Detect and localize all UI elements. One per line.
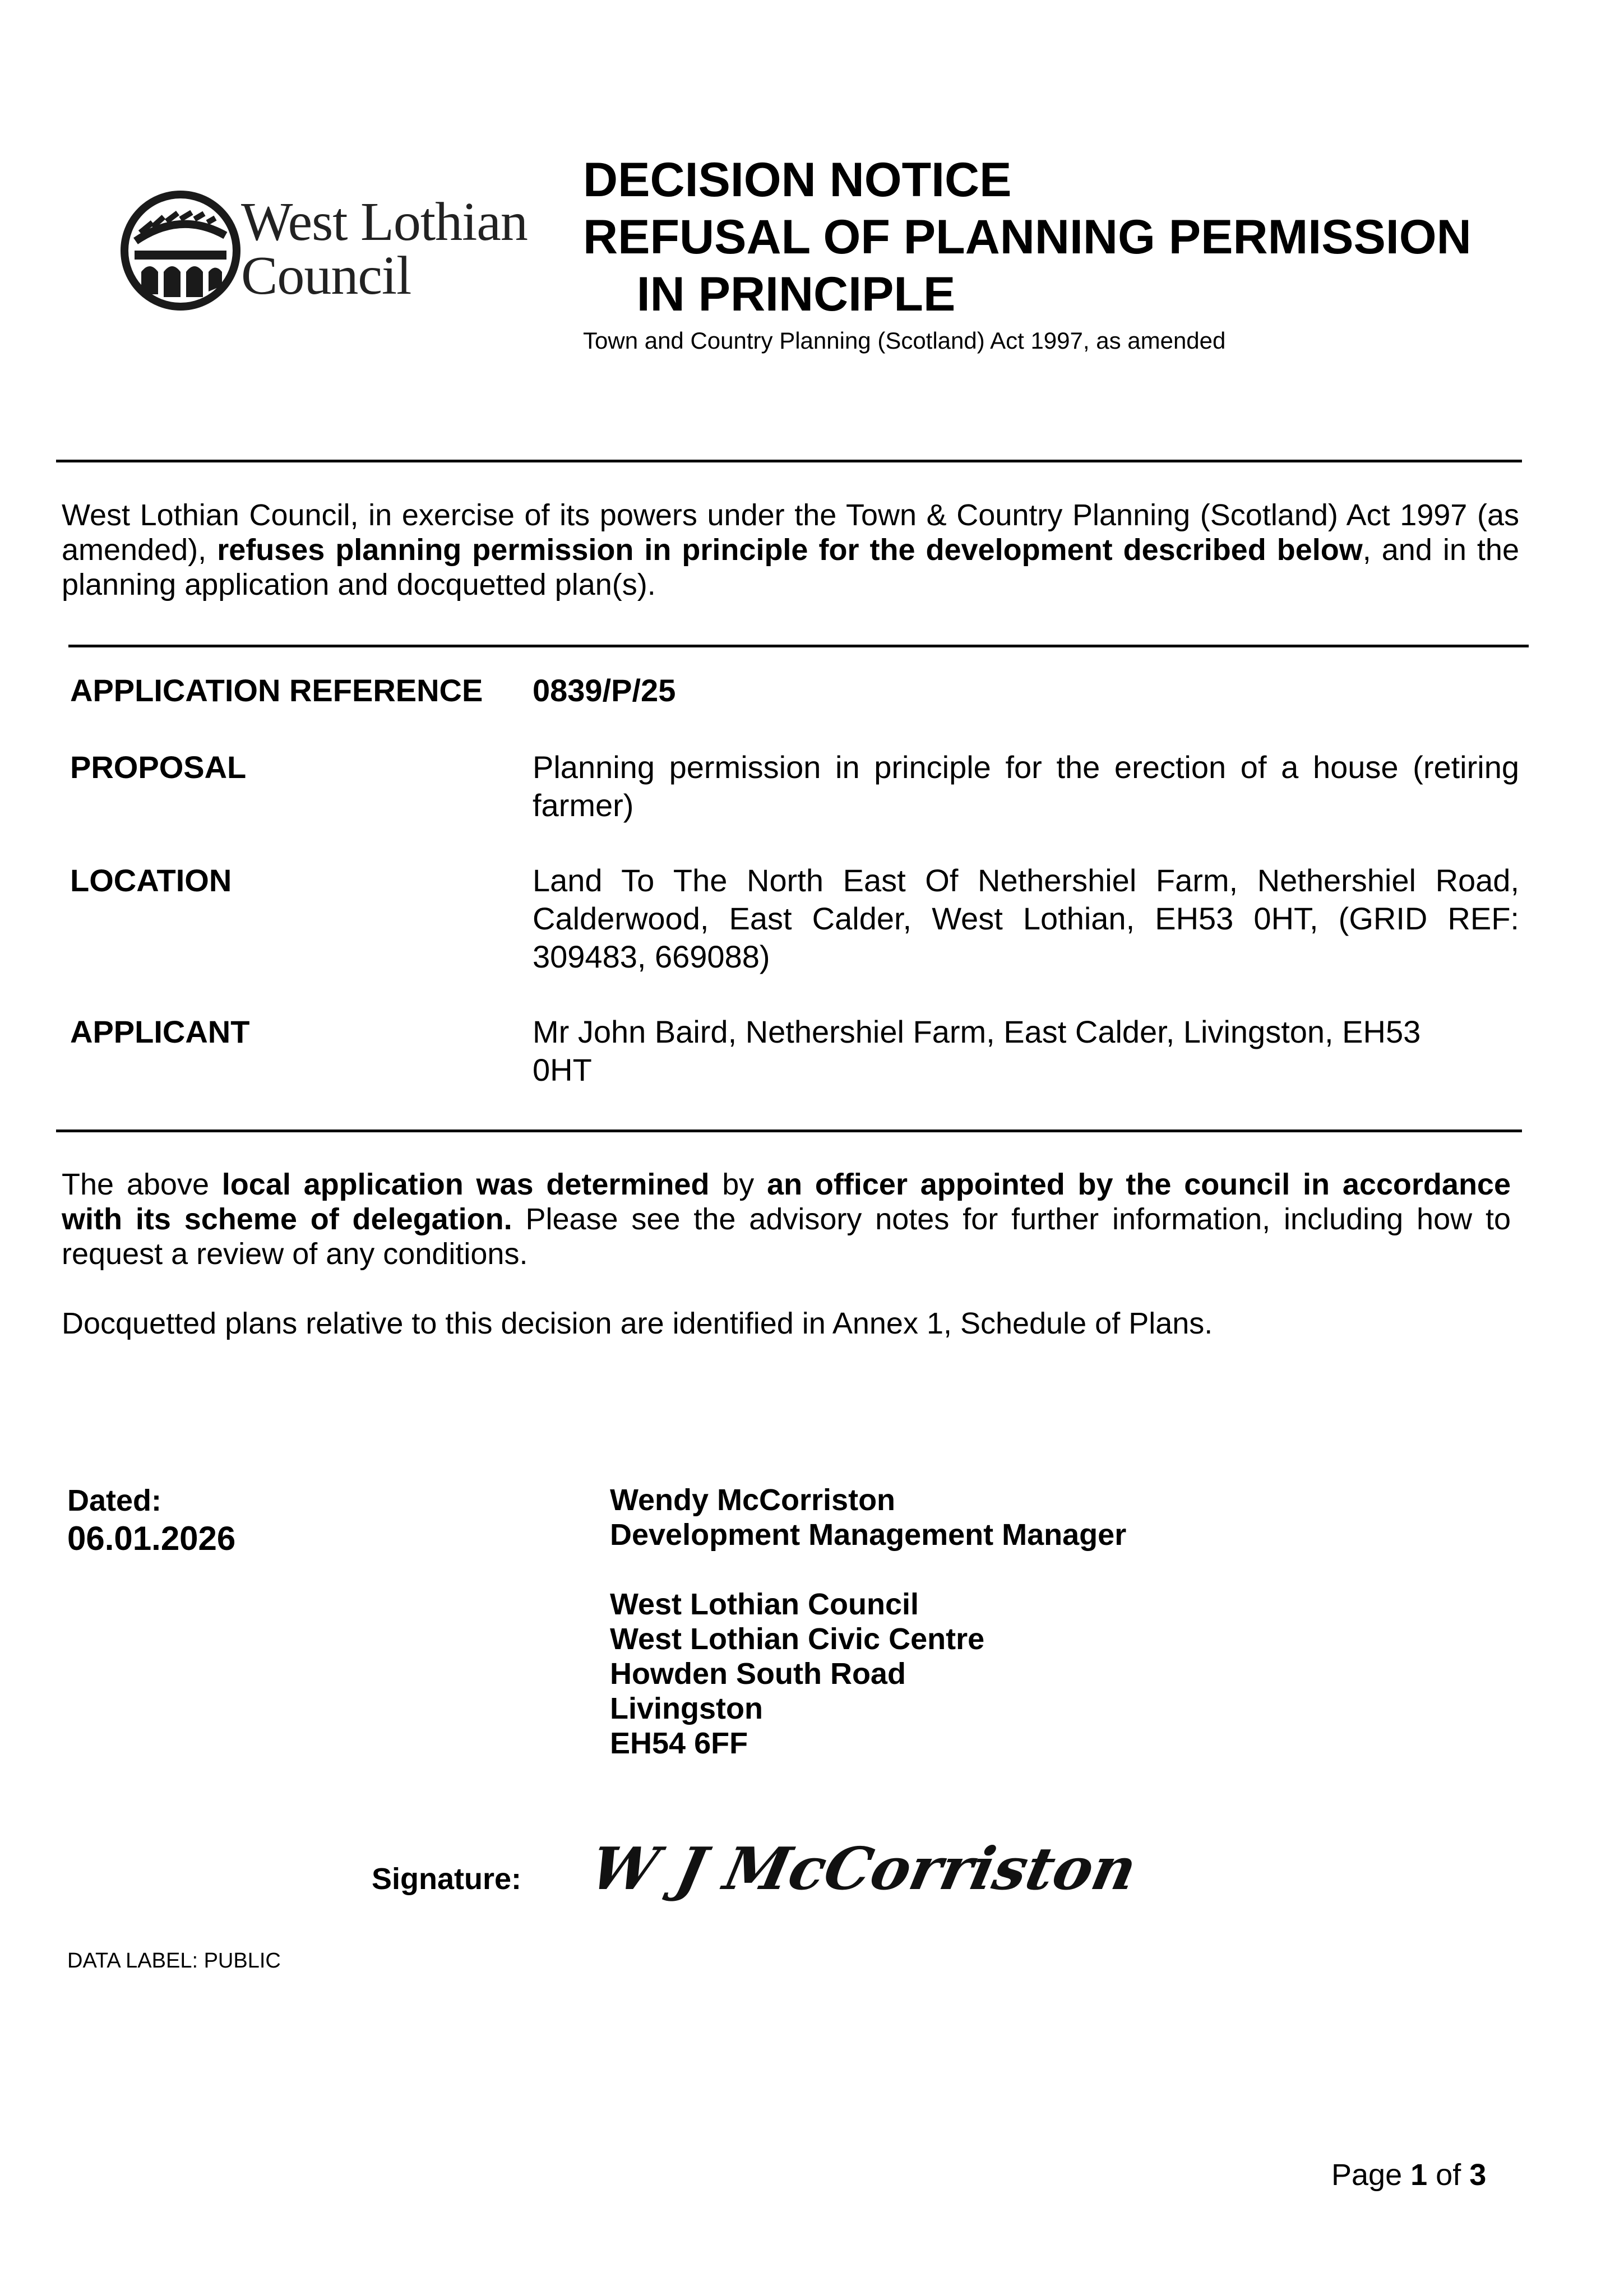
notice-type-line1: REFUSAL OF PLANNING PERMISSION [583, 210, 1472, 264]
page-total: 3 [1469, 2158, 1487, 2192]
notice-type-line2: IN PRINCIPLE [636, 267, 956, 321]
intro-text: West Lothian Council, in exercise of its powers under the Town & Country Planning (Scotland) Act 1997 (as amended), [62, 498, 1519, 567]
applicant-label: APPLICANT [70, 1014, 250, 1049]
intro-bold-text: refuses planning permission in principle for the development described below [217, 533, 1363, 567]
divider [56, 460, 1522, 462]
address-line: West Lothian Council [610, 1587, 919, 1621]
notice-title: DECISION NOTICE [583, 153, 1012, 207]
signatory-role: Development Management Manager [610, 1518, 1127, 1552]
determination-paragraph [62, 1167, 1511, 1271]
address-line: West Lothian Civic Centre [610, 1622, 985, 1656]
docquetted-plans-note: Docquetted plans relative to this decision are identified in Annex 1, Schedule of Plans. [62, 1307, 1213, 1340]
divider [68, 645, 1529, 647]
address-line: EH54 6FF [610, 1726, 748, 1760]
viaduct-emblem-icon [119, 188, 248, 317]
dated-label: Dated: [67, 1484, 162, 1517]
applicant-value: Mr John Baird, Nethershiel Farm, East Calder, Livingston, EH53 0HT [533, 1014, 1421, 1087]
determination-text-end: Please see the advisory notes for further information, including how to request a review of any conditions. [62, 1202, 1511, 1271]
page-current: 1 [1410, 2158, 1428, 2192]
handwritten-signature [583, 1833, 1143, 1917]
determination-text: The above [62, 1168, 222, 1201]
delegation-bold-text: an officer appointed by the council in accordance with its scheme of delegation. [62, 1168, 1511, 1236]
intro-text-end: , and in the planning application and docquetted plan(s). [62, 533, 1519, 601]
proposal-value: Planning permission in principle for the erection of a house (retiring farmer) [533, 749, 1519, 823]
signature-label: Signature: [372, 1862, 522, 1896]
dated-value: 06.01.2026 [67, 1520, 236, 1557]
logo-wordmark [241, 192, 528, 306]
logo-text-line1: West Lothian [241, 192, 528, 252]
application-reference-label: APPLICATION REFERENCE [70, 673, 483, 708]
determination-bold-text: local application was determined [221, 1168, 710, 1201]
logo-text-line2: Council [241, 246, 411, 306]
determination-text: by [709, 1168, 767, 1201]
svg-text:W J McCorriston: W J McCorriston [584, 1834, 1143, 1903]
data-classification-label: DATA LABEL: PUBLIC [67, 1949, 281, 1973]
location-value: Land To The North East Of Nethershiel Farm, Nethershiel Road, Calderwood, East Calder, West Lothian, EH53 0HT, (GRID REF: 309483, 669088) [533, 863, 1519, 974]
signatory-block [610, 1483, 1126, 1761]
address-line: Howden South Road [610, 1657, 906, 1691]
page-middle: of [1427, 2158, 1470, 2192]
divider [56, 1130, 1522, 1132]
legislation-subtitle: Town and Country Planning (Scotland) Act 1997, as amended [583, 327, 1226, 354]
page-prefix: Page [1331, 2158, 1411, 2192]
application-reference-value: 0839/P/25 [533, 673, 676, 708]
notice-title-block [583, 151, 1472, 357]
proposal-label: PROPOSAL [70, 749, 247, 785]
page-number [1331, 2157, 1486, 2193]
intro-paragraph [62, 498, 1519, 602]
location-label: LOCATION [70, 863, 232, 898]
address-line: Livingston [610, 1692, 763, 1725]
signatory-name: Wendy McCorriston [610, 1483, 896, 1517]
